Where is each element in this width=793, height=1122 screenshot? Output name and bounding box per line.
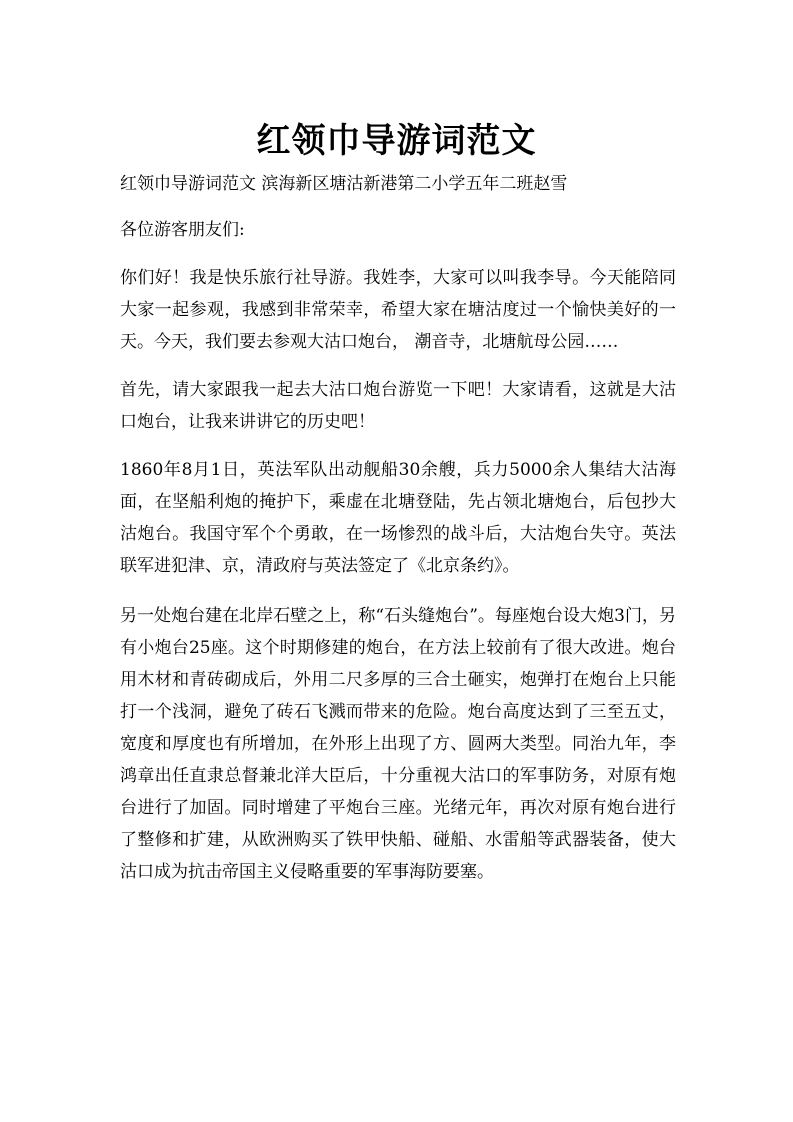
paragraph-stone-fort: 另一处炮台建在北岸石壁之上，称“石头缝炮台”。每座炮台设大炮3门，另有小炮台25座。这个时期修建的炮台，在方法上较前有了很大改进。炮台用木材和青砖砌成后，外用二尺多厚的三合土砸实，炮弹打在炮台上只能打一个浅洞，避免了砖石飞溅而带来的危险。炮台高度达到了三至五丈，宽度和厚度也有所增加，在外形上出现了方、圆两大类型。同治九年，李鸿章出任直隶总督兼北洋大臣后，十分重视大沽口的军事防务，对原有炮台进行了加固。同时增建了平炮台三座。光绪元年，再次对原有炮台进行了整修和扩建，从欧洲购买了铁甲快船、碰船、水雷船等武器装备，使大沽口成为抗击帝国主义侵略重要的军事海防要塞。 (120, 606, 676, 882)
document-subtitle: 红领巾导游词范文 滨海新区塘沽新港第二小学五年二班赵雪 (120, 174, 568, 194)
greeting: 各位游客朋友们: (120, 220, 245, 240)
paragraph-history-1860: 1860年8月1日，英法军队出动舰船30余艘，兵力5000余人集结大沽海面，在坚船利炮的掩护下，乘虚在北塘登陆，先占领北塘炮台，后包抄大沽炮台。我国守军个个勇敢，在一场惨烈的战斗后，大沽炮台失守。英法联军进犯津、京，清政府与英法签定了《北京条约》。 (120, 460, 676, 576)
paragraph-dagu-fort-intro: 首先，请大家跟我一起去大沽口炮台游览一下吧！大家请看，这就是大沽口炮台，让我来讲讲它的历史吧！ (120, 380, 676, 432)
paragraph-introduction: 你们好！我是快乐旅行社导游。我姓李，大家可以叫我李导。今天能陪同大家一起参观，我感到非常荣幸，希望大家在塘沽度过一个愉快美好的一天。今天，我们要去参观大沽口炮台， 潮音寺，北塘航母公园…… (120, 268, 676, 352)
document-title: 红领巾导游词范文 (256, 120, 537, 161)
